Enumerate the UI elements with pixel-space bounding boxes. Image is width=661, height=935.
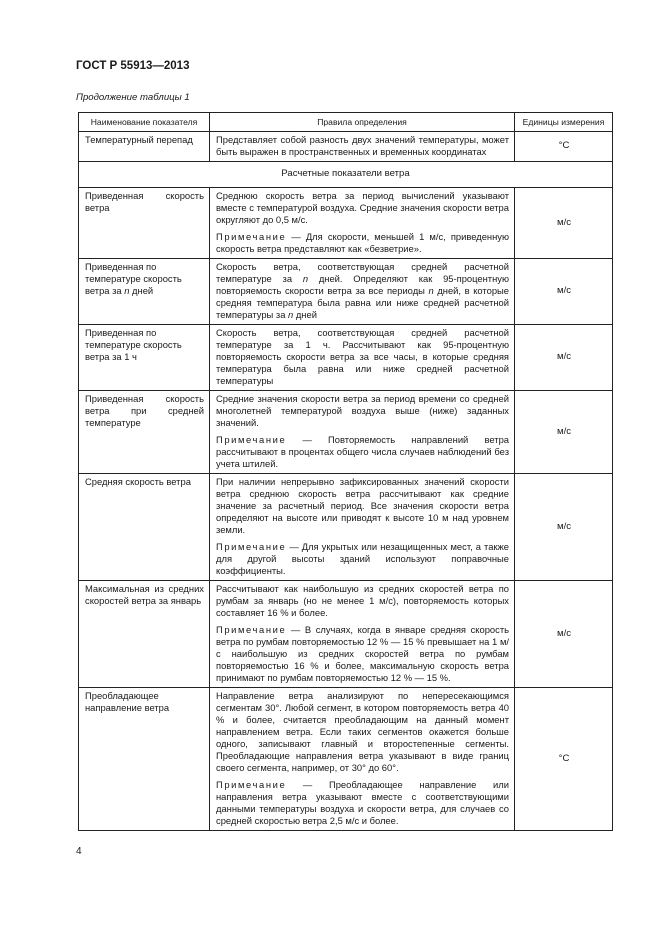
column-header-rule: Правила определения (210, 113, 515, 132)
indicator-unit: м/с (515, 391, 613, 474)
rule-part: дней. Определяют как 95-процентную повторяемость скорости ветра за все периоды (216, 273, 509, 296)
indicator-rule: Скорость ветра, соответствующая средней расчетной температуре за 1 ч. Рассчитывают как 95-процентную повторяемость скорости ветра за все часы, в которые средняя температура была равна или ниже средней расчетной температуры (210, 325, 515, 391)
page-number: 4 (76, 846, 82, 857)
indicator-unit: м/с (515, 325, 613, 391)
note-label: Примечание (216, 779, 287, 790)
indicator-rule-cell (210, 474, 515, 581)
indicator-rule (210, 259, 515, 325)
indicator-rule: Средние значения скорости ветра за период времени со средней многолетней температурой воздуха выше (ниже) заданных значений. (216, 393, 509, 428)
table-caption: Продолжение таблицы 1 (76, 92, 190, 103)
indicator-note (216, 541, 509, 577)
indicator-rule: Представляет собой разность двух значений температуры, может быть выражен в пространственных и временных координатах (210, 132, 515, 162)
table-row (79, 474, 613, 581)
document-code: ГОСТ Р 55913—2013 (76, 60, 190, 72)
note-text: — Для укрытых или незащищенных мест, а также для другой высоты зданий используют поправочные коэффициенты. (216, 541, 509, 576)
table-row (79, 688, 613, 831)
note-label: Примечание (216, 434, 287, 445)
rule-italic: n (428, 285, 434, 296)
indicator-unit: м/с (515, 581, 613, 688)
indicator-rule-cell (210, 188, 515, 259)
indicators-table (78, 112, 613, 831)
name-italic: n (124, 285, 130, 296)
indicator-name: Приведенная по температуре скорость ветра за 1 ч (79, 325, 210, 391)
indicator-name: Температурный перепад (79, 132, 210, 162)
column-header-unit: Единицы измерения (515, 113, 613, 132)
indicator-unit: °C (515, 132, 613, 162)
table-row (79, 132, 613, 162)
indicator-name: Приведенная скорость ветра при средней температуре (79, 391, 210, 474)
indicator-name: Преобладающее направление ветра (79, 688, 210, 831)
table-row (79, 325, 613, 391)
indicator-note (216, 231, 509, 255)
indicator-name: Средняя скорость ветра (79, 474, 210, 581)
rule-part: дней (293, 309, 317, 320)
table-row (79, 581, 613, 688)
note-text: — Преобладающее направление или направления ветра указывают вместе с соответствующими данными температуры воздуха и скорости ветра, для случаев со средней скоростью ветра 2,5 м/с и более. (216, 779, 509, 826)
note-label: Примечание (216, 231, 287, 242)
indicator-rule: Рассчитывают как наибольшую из средних скоростей ветра по румбам за январь (но не менее 1 м/с), повторяемость которых составляет 16 % и более. (216, 583, 509, 618)
rule-italic: n (288, 309, 294, 320)
rule-italic: n (302, 273, 309, 284)
note-text: — Для скорости, меньшей 1 м/с, приведенную скорость ветра представляют как «безветрие». (216, 231, 509, 254)
table-row (79, 391, 613, 474)
indicator-note (216, 434, 509, 470)
name-part: Приведенная по температуре скорость ветра за (85, 261, 182, 296)
indicator-rule-cell (210, 688, 515, 831)
indicator-unit: °C (515, 688, 613, 831)
note-label: Примечание (216, 541, 287, 552)
indicator-unit: м/с (515, 259, 613, 325)
indicator-rule-cell (210, 391, 515, 474)
section-title: Расчетные показатели ветра (79, 162, 613, 188)
indicator-unit: м/с (515, 474, 613, 581)
indicator-name: Приведенная скорость ветра (79, 188, 210, 259)
indicator-rule-cell (210, 581, 515, 688)
indicator-note (216, 779, 509, 827)
note-text: — В случаях, когда в январе средняя скорость ветра по румбам повторяемостью 12 % — 15 % превышает на 1 м/с наибольшую из средних скоростей ветра по румбам повторяемостью 16 % и более, максимальную скорость ветра принимают по румбам повторяемостью 12 % — 15 %. (216, 624, 509, 683)
table-row (79, 188, 613, 259)
indicator-name: Максимальная из средних скоростей ветра за январь (79, 581, 210, 688)
table-row (79, 259, 613, 325)
table-header-row (79, 113, 613, 132)
indicator-name (79, 259, 210, 325)
rule-part: Скорость ветра, соответствующая средней расчетной температуре за (216, 261, 509, 284)
rule-part: дней, в которые средняя температура была равна или ниже средней расчетной температуры за (216, 285, 509, 320)
indicator-rule: Среднюю скорость ветра за период вычислений указывают вместе с температурой воздуха. Средние значения скорости ветра округляют до 0,5 м/с. (216, 190, 509, 225)
indicator-rule: При наличии непрерывно зафиксированных значений скорости ветра среднюю скорость ветра рассчитывают как средние значение за расчетный период. Все значения скорости ветра определяют на высоте или приводят к высоте 10 м над уровнем земли. (216, 476, 509, 535)
note-label: Примечание (216, 624, 287, 635)
indicator-rule: Направление ветра анализируют по непересекающимся сегментам 30°. Любой сегмент, в котором повторяемость ветра 40 % и более, считается преобладающим на данный момент направлением ветра. Если таких сегментов окажется больше одного, записывают главный и второстепенные сегменты. Преобладающие направления ветра указывают в виде границ своего сегмента, например, от 30° до 60°. (216, 690, 509, 773)
table-section-row (79, 162, 613, 188)
name-part: дней (129, 285, 154, 296)
indicator-unit: м/с (515, 188, 613, 259)
column-header-name: Наименование показателя (79, 113, 210, 132)
indicator-note (216, 624, 509, 684)
note-text: — Повторяемость направлений ветра рассчитывают в процентах общего числа случаев наблюдений без учета штилей. (216, 434, 509, 469)
